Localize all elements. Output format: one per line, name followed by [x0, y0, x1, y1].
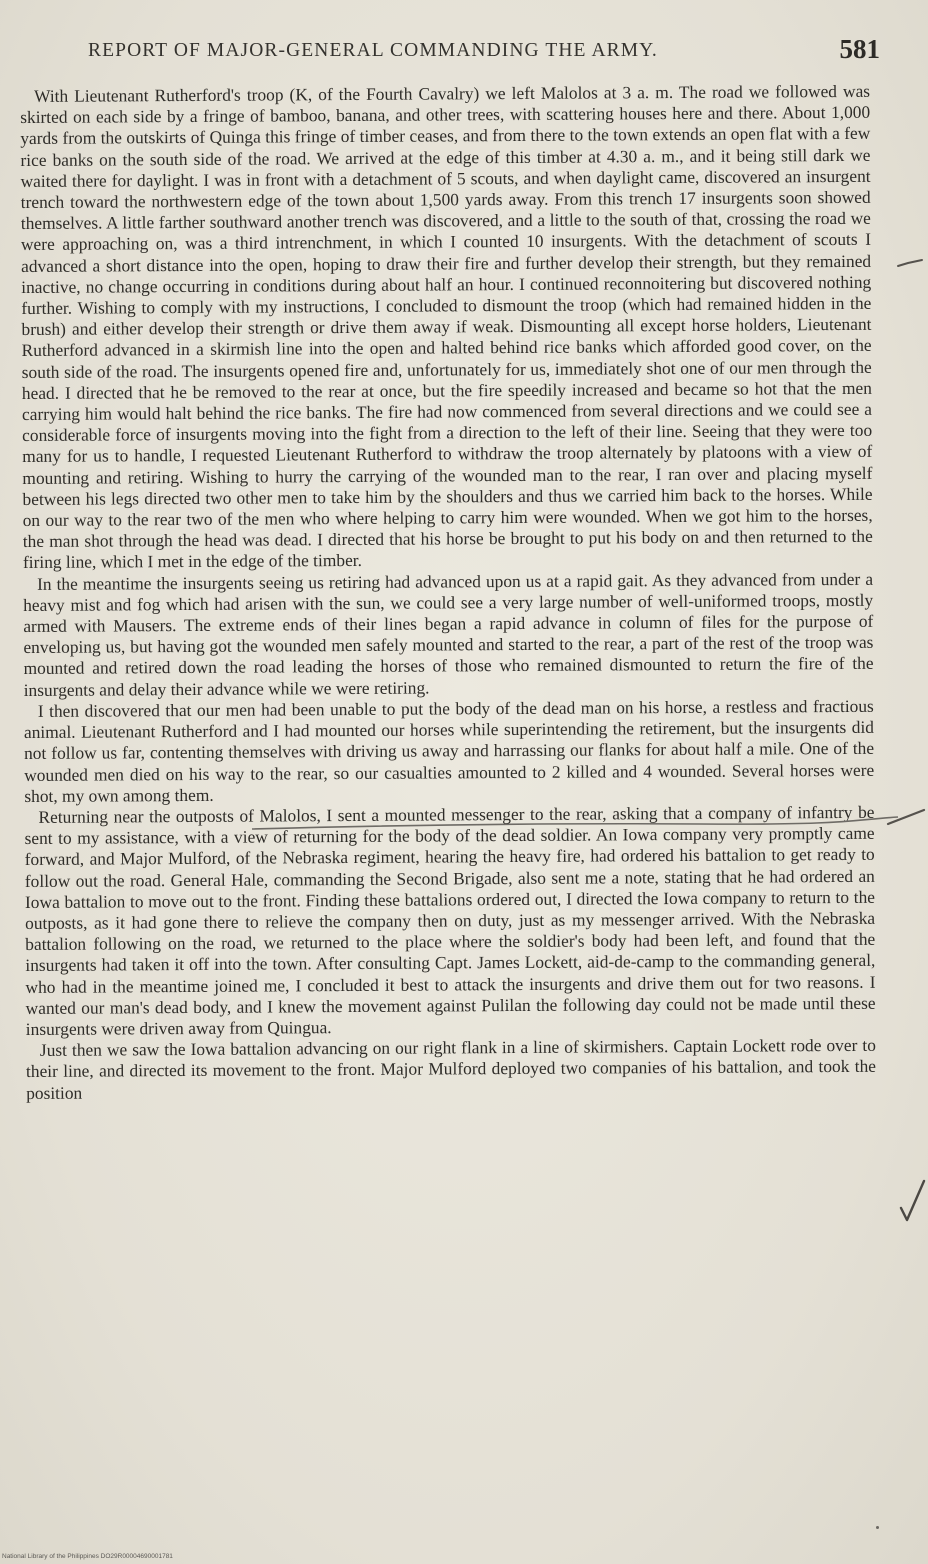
margin-dash-mark-icon [886, 806, 926, 828]
pencil-underline [250, 815, 900, 835]
library-stamp: National Library of the Philippines DO29R00004690001781 [2, 1553, 173, 1560]
paragraph: I then discovered that our men had been unable to put the body of the dead man on his horse, a restless and fractious animal. Lieutenant Rutherford and I had mounted our horses while superintending the retirement, but the insurgents did not follow us far, contenting themselves with driving us away and harrassing our flanks for about half a mile. One of the wounded men died on his way to the rear, so our casualties amounted to 2 killed and 4 wounded. Several horses were shot, my own among them. [23, 695, 875, 806]
paragraph: In the meantime the insurgents seeing us retiring had advanced upon us at a rapid gait. As they advanced from under a heavy mist and fog which had arisen with the sun, we could see a very large number of well-uniformed troops, mostly armed with Mausers. The extreme ends of their lines began a rapid advance in column of files for the purpose of enveloping us, but having got the wounded men safely mounted and started to the rear, a part of the rest of the troop was mounted and retired down the road leading the horses of those who remained dismounted to return the fire of the insurgents and delay their advance while we were retiring. [23, 568, 874, 700]
margin-dash-mark-icon [896, 256, 924, 270]
paragraph: Returning near the outposts of Malolos, I sent a mounted messenger to the rear, asking that a company of infantry be sent to my assistance, with a view of returning for the body of the dead soldier. An Iowa company very promptly came forward, and Major Mulford, of the Nebraska regiment, hearing the heavy fire, had ordered his battalion to get ready to follow out the road. General Hale, commanding the Second Brigade, also sent me a note, stating that he had ordered an Iowa battalion to move out to the front. Finding these battalions ordered out, I directed the Iowa company to return to the outposts, as it had gone there to relieve the company then on duty, just as my messenger arrived. With the Nebraska battalion following on the road, we returned to the place where the soldier's body had been left, and found that the insurgents had taken it off into the town. After consulting Capt. James Lockett, aid-de-camp to the commanding general, who had in the meantime joined me, I concluded it best to attack the insurgents and drive them out for two reasons. I wanted our man's dead body, and I knew the movement against Pulilan the following day could not be made until these insurgents were driven away from Quingua. [24, 801, 876, 1039]
page-number: 581 [839, 34, 880, 64]
page-header [88, 34, 880, 70]
margin-checkmark-icon [898, 1178, 926, 1224]
page-speck [876, 1526, 879, 1529]
paragraph: Just then we saw the Iowa battalion advancing on our right flank in a line of skirmishers. Captain Lockett rode over to their line, and directed its movement to the front. Major Mulford deployed two companies of his battalion, and took the position [25, 1034, 877, 1103]
running-head: REPORT OF MAJOR-GENERAL COMMANDING THE ARMY. [88, 40, 658, 61]
paragraph: With Lieutenant Rutherford's troop (K, of the Fourth Cavalry) we left Malolos at 3 a. m. The road we followed was skirted on each side by a fringe of bamboo, banana, and other trees, with scattering houses here and there. About 1,000 yards from the outskirts of Quinga this fringe of timber ceases, and from there to the town extends an open flat with a few rice banks on the south side of the road. We arrived at the edge of this timber at 4.30 a. m., and it being still dark we waited there for daylight. I was in front with a detachment of 5 scouts, and when daylight came, discovered an insurgent trench toward the northwestern edge of the town about 1,500 yards away. From this trench 17 insurgents soon showed themselves. A little farther southward another trench was discovered, and a little to the south of that, crossing the road we were approaching on, was a third intrenchment, in which I counted 10 insurgents. With the detachment of scouts I advanced a short distance into the open, hoping to draw their fire and further develop their strength, but they remained inactive, no change occurring in conditions during about half an hour. I continued reconnoitering but discovered nothing further. Wishing to comply with my instructions, I concluded to dismount the troop (which had remained hidden in the brush) and either develop their strength or drive them away if weak. Dismounting all except horse holders, Lieutenant Rutherford advanced in a skirmish line into the open and halted behind rice banks which afforded good cover, on the south side of the road. The insurgents opened fire and, unfortunately for us, immediately shot one of our men through the head. I directed that he be removed to the rear at once, but the fire speedily increased and became so hot that the men carrying him would halt behind the rice banks. The fire had now commenced from several directions and we could see a considerable force of insurgents moving into the fight from a direction to the left of their line. Seeing that they were too many for us to handle, I requested Lieutenant Rutherford to withdraw the troop alternately by platoons with a view of mounting and retiring. Wishing to hurry the carrying of the wounded man to the rear, I ran over and placing myself between his legs directed two other men to take him by the shoulders and thus we carried him back to the horses. While on our way to the rear two of the men who where helping to carry him were wounded. When we got him to the horses, the man shot through the head was dead. I directed that his horse be brought to put his body on and then returned to the firing line, which I met in the edge of the timber. [20, 80, 873, 573]
report-body [20, 81, 876, 1104]
